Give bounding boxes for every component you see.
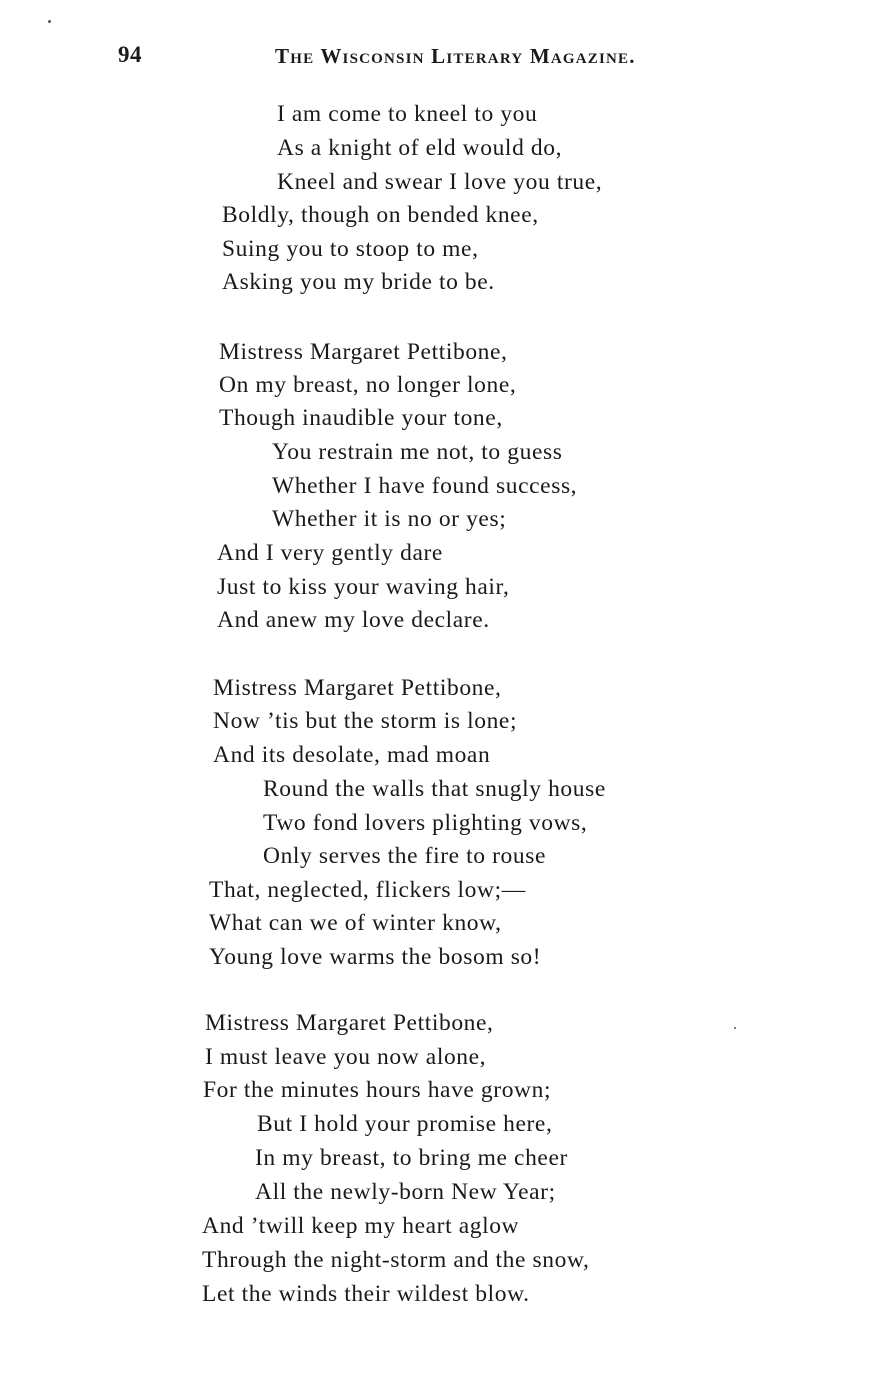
poem-line: Young love warms the bosom so! — [209, 944, 542, 970]
poem-line: What can we of winter know, — [209, 910, 502, 936]
poem-line: Though inaudible your tone, — [219, 405, 503, 431]
poem-line: You restrain me not, to guess — [272, 439, 563, 465]
poem-line: Boldly, though on bended knee, — [222, 202, 539, 228]
poem-line: Only serves the fire to rouse — [263, 843, 547, 869]
poem-line: Asking you my bride to be. — [222, 269, 495, 295]
poem-line: In my breast, to bring me cheer — [255, 1145, 568, 1171]
stray-mark-right — [734, 1027, 736, 1029]
poem-line: Whether it is no or yes; — [272, 506, 507, 532]
poem-line: As a knight of eld would do, — [277, 135, 563, 161]
poem-line: I am come to kneel to you — [277, 101, 538, 127]
poem-line: Two fond lovers plighting vows, — [263, 810, 588, 836]
poem-line: Whether I have found success, — [272, 473, 578, 499]
running-title: The Wisconsin Literary Magazine. — [275, 44, 636, 68]
poem-line: All the newly-born New Year; — [255, 1179, 556, 1205]
poem-line: Let the winds their wildest blow. — [202, 1281, 530, 1307]
page-number: 94 — [118, 42, 142, 67]
poem-line: And anew my love declare. — [217, 607, 490, 633]
poem-line: I must leave you now alone, — [205, 1044, 487, 1070]
poem-line: On my breast, no longer lone, — [219, 372, 517, 398]
poem-line: Suing you to stoop to me, — [222, 236, 479, 262]
poem-line: For the minutes hours have grown; — [203, 1077, 552, 1103]
poem-line: But I hold your promise here, — [257, 1111, 553, 1137]
poem-line: And its desolate, mad moan — [213, 742, 491, 768]
poem-line: Round the walls that snugly house — [263, 776, 606, 802]
poem-line: And ’twill keep my heart aglow — [202, 1213, 520, 1239]
poem-line: Mistress Margaret Pettibone, — [205, 1010, 494, 1036]
poem-line: And I very gently dare — [217, 540, 443, 566]
poem-line: Through the night-storm and the snow, — [202, 1247, 590, 1273]
poem-line: Kneel and swear I love you true, — [277, 169, 603, 195]
poem-line: Just to kiss your waving hair, — [217, 574, 510, 600]
stray-mark-top-left — [48, 20, 51, 23]
poem-line: Now ’tis but the storm is lone; — [213, 708, 518, 734]
poem-line: Mistress Margaret Pettibone, — [219, 339, 508, 365]
poem-line: Mistress Margaret Pettibone, — [213, 675, 502, 701]
poem-line: That, neglected, flickers low;— — [209, 877, 526, 903]
